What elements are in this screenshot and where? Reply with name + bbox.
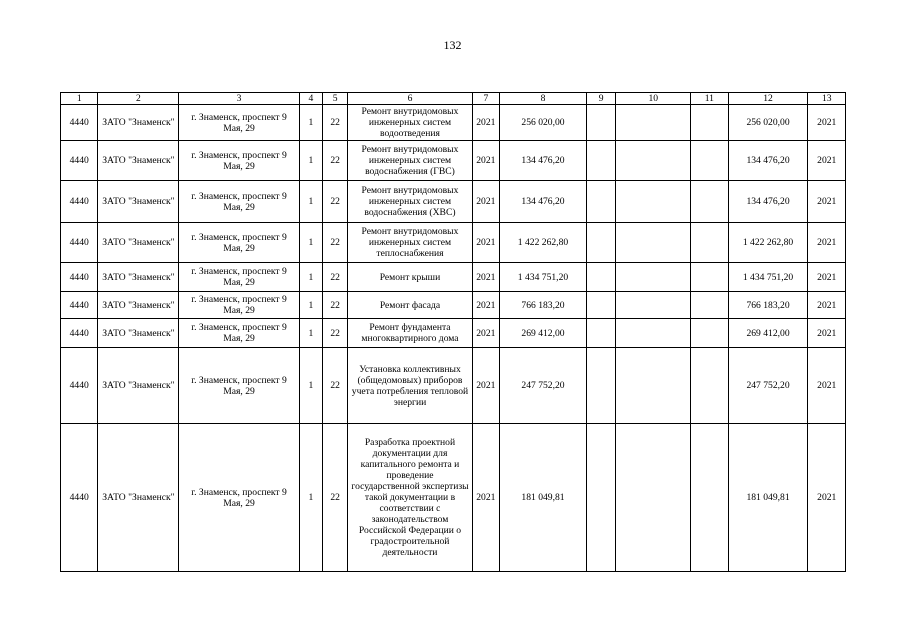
cell-municipality: ЗАТО "Знаменск" — [98, 319, 179, 348]
cell-address: г. Знаменск, проспект 9 Мая, 29 — [179, 263, 299, 292]
cell-col4: 1 — [299, 105, 322, 141]
cell-col11 — [691, 263, 728, 292]
cell-col4: 1 — [299, 263, 322, 292]
column-header-10: 10 — [616, 93, 691, 105]
cell-address: г. Знаменск, проспект 9 Мая, 29 — [179, 348, 299, 424]
cell-col5: 22 — [322, 141, 347, 181]
cell-end-year: 2021 — [808, 319, 846, 348]
table-row — [61, 319, 846, 348]
cell-total: 1 422 262,80 — [728, 223, 808, 263]
cell-year: 2021 — [472, 424, 499, 572]
cell-municipality: ЗАТО "Знаменск" — [98, 292, 179, 319]
cell-col4: 1 — [299, 181, 322, 223]
table-row — [61, 141, 846, 181]
cell-amount: 134 476,20 — [500, 141, 587, 181]
cell-year: 2021 — [472, 181, 499, 223]
cell-col10 — [616, 319, 691, 348]
cell-year: 2021 — [472, 141, 499, 181]
cell-code: 4440 — [61, 263, 98, 292]
cell-col11 — [691, 319, 728, 348]
header-row — [61, 93, 846, 105]
cell-col11 — [691, 181, 728, 223]
cell-amount: 269 412,00 — [500, 319, 587, 348]
cell-col4: 1 — [299, 141, 322, 181]
column-header-13: 13 — [808, 93, 846, 105]
cell-col11 — [691, 105, 728, 141]
cell-year: 2021 — [472, 223, 499, 263]
cell-end-year: 2021 — [808, 105, 846, 141]
cell-col4: 1 — [299, 348, 322, 424]
table-row — [61, 292, 846, 319]
cell-work-type: Ремонт крыши — [348, 263, 472, 292]
cell-work-type: Ремонт внутридомовых инженерных систем водоснабжения (ХВС) — [348, 181, 472, 223]
table-row — [61, 181, 846, 223]
data-table — [60, 92, 846, 572]
column-header-5: 5 — [322, 93, 347, 105]
cell-code: 4440 — [61, 223, 98, 263]
column-header-9: 9 — [586, 93, 615, 105]
cell-col9 — [586, 181, 615, 223]
cell-col9 — [586, 319, 615, 348]
cell-end-year: 2021 — [808, 223, 846, 263]
cell-work-type: Ремонт внутридомовых инженерных систем водоснабжения (ГВС) — [348, 141, 472, 181]
cell-amount: 766 183,20 — [500, 292, 587, 319]
cell-col9 — [586, 292, 615, 319]
column-header-7: 7 — [472, 93, 499, 105]
cell-total: 134 476,20 — [728, 141, 808, 181]
cell-municipality: ЗАТО "Знаменск" — [98, 223, 179, 263]
cell-end-year: 2021 — [808, 348, 846, 424]
column-header-3: 3 — [179, 93, 299, 105]
cell-code: 4440 — [61, 348, 98, 424]
cell-municipality: ЗАТО "Знаменск" — [98, 141, 179, 181]
cell-municipality: ЗАТО "Знаменск" — [98, 424, 179, 572]
cell-col5: 22 — [322, 223, 347, 263]
cell-col10 — [616, 424, 691, 572]
cell-code: 4440 — [61, 141, 98, 181]
cell-work-type: Ремонт фасада — [348, 292, 472, 319]
cell-work-type: Установка коллективных (общедомовых) приборов учета потребления тепловой энергии — [348, 348, 472, 424]
cell-total: 247 752,20 — [728, 348, 808, 424]
cell-col5: 22 — [322, 181, 347, 223]
column-header-4: 4 — [299, 93, 322, 105]
cell-year: 2021 — [472, 319, 499, 348]
cell-total: 256 020,00 — [728, 105, 808, 141]
cell-col4: 1 — [299, 292, 322, 319]
cell-municipality: ЗАТО "Знаменск" — [98, 263, 179, 292]
cell-col9 — [586, 141, 615, 181]
cell-col9 — [586, 263, 615, 292]
cell-col5: 22 — [322, 263, 347, 292]
cell-code: 4440 — [61, 292, 98, 319]
cell-col10 — [616, 181, 691, 223]
cell-col9 — [586, 424, 615, 572]
table-row — [61, 424, 846, 572]
cell-work-type: Ремонт фундамента многоквартирного дома — [348, 319, 472, 348]
cell-address: г. Знаменск, проспект 9 Мая, 29 — [179, 319, 299, 348]
cell-total: 1 434 751,20 — [728, 263, 808, 292]
cell-col10 — [616, 263, 691, 292]
cell-col11 — [691, 424, 728, 572]
cell-col10 — [616, 141, 691, 181]
column-header-12: 12 — [728, 93, 808, 105]
cell-work-type: Ремонт внутридомовых инженерных систем водоотведения — [348, 105, 472, 141]
page-number: 132 — [443, 38, 462, 52]
cell-total: 766 183,20 — [728, 292, 808, 319]
cell-address: г. Знаменск, проспект 9 Мая, 29 — [179, 223, 299, 263]
cell-year: 2021 — [472, 105, 499, 141]
cell-col11 — [691, 292, 728, 319]
cell-end-year: 2021 — [808, 181, 846, 223]
table-row — [61, 263, 846, 292]
cell-col4: 1 — [299, 319, 322, 348]
cell-amount: 181 049,81 — [500, 424, 587, 572]
cell-col10 — [616, 292, 691, 319]
column-header-1: 1 — [61, 93, 98, 105]
table-row — [61, 223, 846, 263]
cell-amount: 134 476,20 — [500, 181, 587, 223]
cell-code: 4440 — [61, 424, 98, 572]
cell-amount: 1 422 262,80 — [500, 223, 587, 263]
cell-municipality: ЗАТО "Знаменск" — [98, 348, 179, 424]
cell-col10 — [616, 348, 691, 424]
cell-col5: 22 — [322, 348, 347, 424]
cell-col4: 1 — [299, 223, 322, 263]
cell-col4: 1 — [299, 424, 322, 572]
cell-col10 — [616, 105, 691, 141]
cell-code: 4440 — [61, 105, 98, 141]
cell-col5: 22 — [322, 292, 347, 319]
cell-year: 2021 — [472, 348, 499, 424]
table-row — [61, 105, 846, 141]
cell-col11 — [691, 141, 728, 181]
cell-end-year: 2021 — [808, 141, 846, 181]
cell-col5: 22 — [322, 105, 347, 141]
cell-work-type: Разработка проектной документации для капитального ремонта и проведение государственной экспертизы такой документации в соответствии с законодательством Российской Федерации о градостроительной деятельности — [348, 424, 472, 572]
cell-col11 — [691, 223, 728, 263]
cell-col5: 22 — [322, 424, 347, 572]
cell-address: г. Знаменск, проспект 9 Мая, 29 — [179, 181, 299, 223]
cell-end-year: 2021 — [808, 292, 846, 319]
cell-amount: 247 752,20 — [500, 348, 587, 424]
column-header-11: 11 — [691, 93, 728, 105]
column-header-6: 6 — [348, 93, 472, 105]
cell-code: 4440 — [61, 181, 98, 223]
cell-year: 2021 — [472, 263, 499, 292]
cell-total: 269 412,00 — [728, 319, 808, 348]
cell-col10 — [616, 223, 691, 263]
cell-municipality: ЗАТО "Знаменск" — [98, 105, 179, 141]
column-header-8: 8 — [500, 93, 587, 105]
table-row — [61, 348, 846, 424]
cell-address: г. Знаменск, проспект 9 Мая, 29 — [179, 141, 299, 181]
cell-end-year: 2021 — [808, 263, 846, 292]
cell-work-type: Ремонт внутридомовых инженерных систем теплоснабжения — [348, 223, 472, 263]
cell-col9 — [586, 348, 615, 424]
cell-col9 — [586, 105, 615, 141]
cell-col5: 22 — [322, 319, 347, 348]
cell-address: г. Знаменск, проспект 9 Мая, 29 — [179, 424, 299, 572]
cell-year: 2021 — [472, 292, 499, 319]
cell-amount: 1 434 751,20 — [500, 263, 587, 292]
column-header-2: 2 — [98, 93, 179, 105]
cell-total: 181 049,81 — [728, 424, 808, 572]
cell-municipality: ЗАТО "Знаменск" — [98, 181, 179, 223]
cell-amount: 256 020,00 — [500, 105, 587, 141]
cell-col9 — [586, 223, 615, 263]
cell-total: 134 476,20 — [728, 181, 808, 223]
cell-code: 4440 — [61, 319, 98, 348]
cell-end-year: 2021 — [808, 424, 846, 572]
cell-col11 — [691, 348, 728, 424]
cell-address: г. Знаменск, проспект 9 Мая, 29 — [179, 292, 299, 319]
cell-address: г. Знаменск, проспект 9 Мая, 29 — [179, 105, 299, 141]
